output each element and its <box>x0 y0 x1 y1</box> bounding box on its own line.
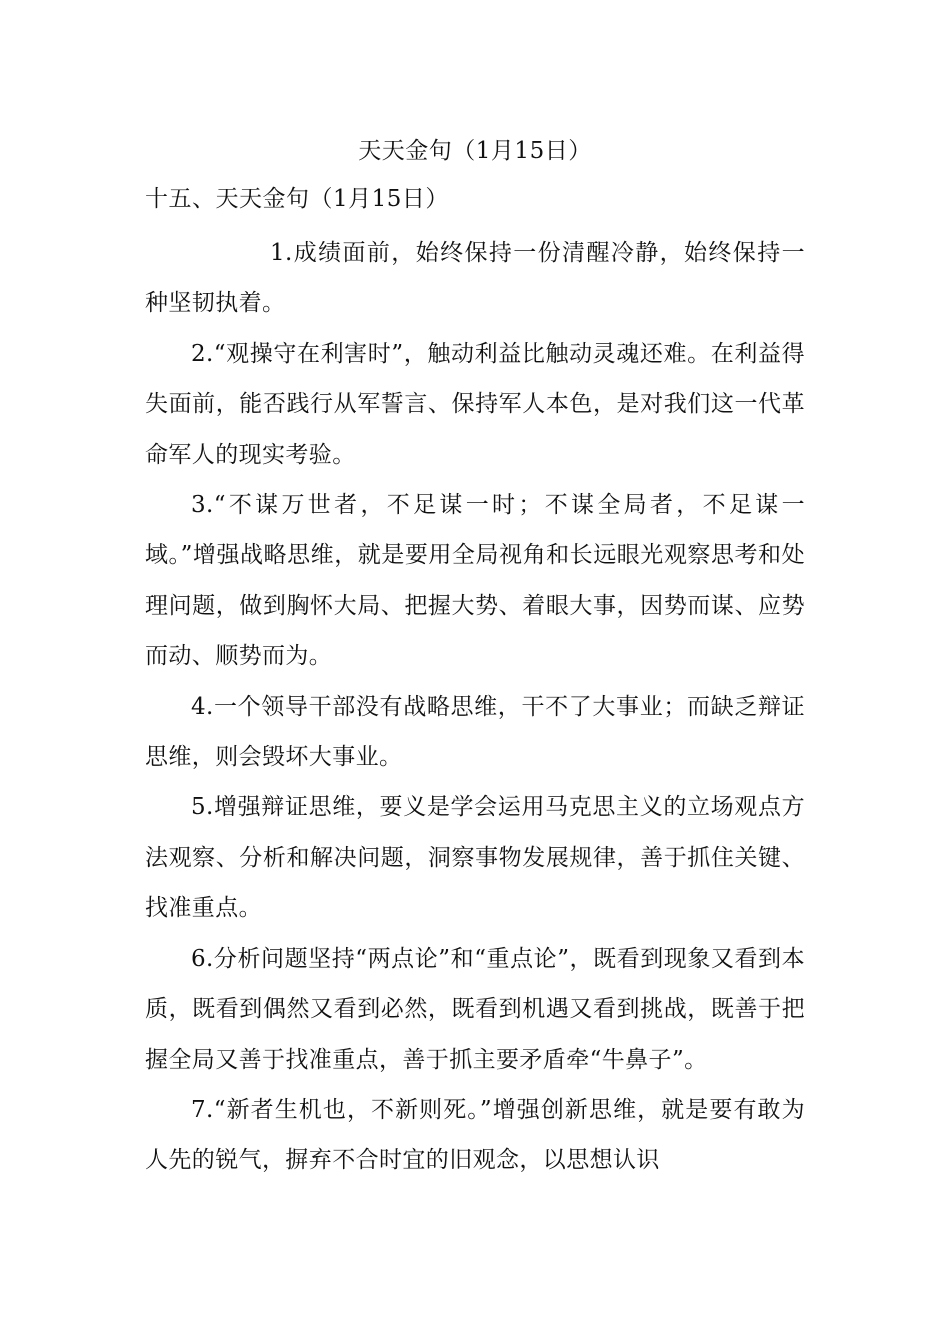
paragraph-6: 6.分析问题坚持“两点论”和“重点论”，既看到现象又看到本质，既看到偶然又看到必然，既看到机遇又看到挑战，既善于把握全局又善于找准重点，善于抓主要矛盾牵“牛鼻子”。 <box>145 945 805 1073</box>
paragraph-1: 1.成绩面前，始终保持一份清醒冷静，始终保持一种坚韧执着。 <box>145 240 805 317</box>
paragraph-2: 2.“观操守在利害时”，触动利益比触动灵魂还难。在利益得失面前，能否践行从军誓言、保持军人本色，是对我们这一代革命军人的现实考验。 <box>145 340 805 468</box>
paragraph-3: 3.“不谋万世者，不足谋一时；不谋全局者，不足谋一域。”增强战略思维，就是要用全局视角和长远眼光观察思考和处理问题，做到胸怀大局、把握大势、着眼大事，因势而谋、应势而动、顺势而为。 <box>145 492 805 670</box>
paragraph-7: 7.“新者生机也，不新则死。”增强创新思维，就是要有敢为人先的锐气，摒弃不合时宜的旧观念，以思想认识 <box>145 1096 805 1174</box>
paragraph-5: 5.增强辩证思维，要义是学会运用马克思主义的立场观点方法观察、分析和解决问题，洞察事物发展规律，善于抓住关键、找准重点。 <box>145 794 805 922</box>
paragraph-4: 4.一个领导干部没有战略思维，干不了大事业；而缺乏辩证思维，则会毁坏大事业。 <box>145 693 805 771</box>
document-body <box>145 228 805 1186</box>
section-heading: 十五、天天金句（1月15日） <box>145 186 449 212</box>
document-title: 天天金句（1月15日） <box>358 138 592 164</box>
